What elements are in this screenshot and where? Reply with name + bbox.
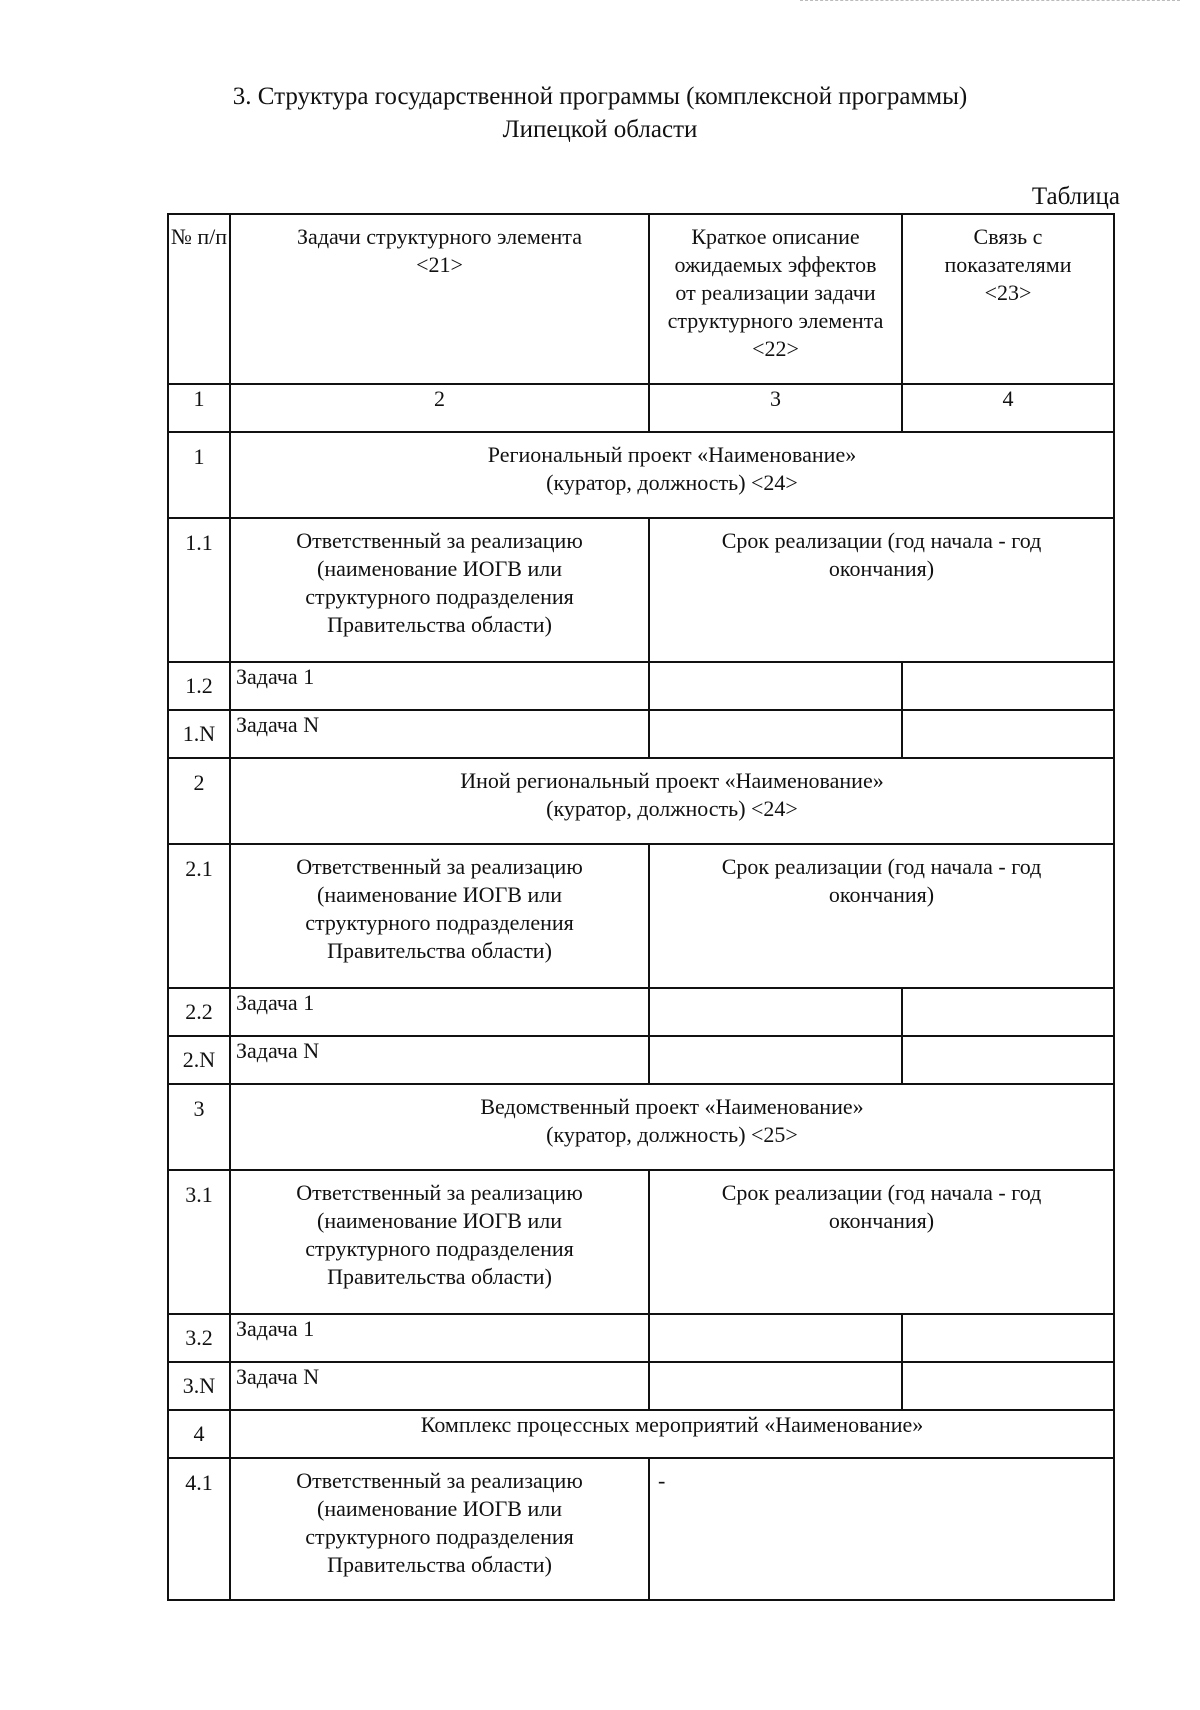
task-indicators-cell xyxy=(902,662,1114,710)
section-row xyxy=(168,758,1114,844)
header-effects-line-2: ожидаемых эффектов xyxy=(674,252,877,277)
responsible-line-1: Ответственный за реализацию xyxy=(296,528,583,553)
header-tasks-cell xyxy=(230,214,649,384)
task-number: 3.2 xyxy=(168,1314,230,1362)
section-row xyxy=(168,1410,1114,1458)
term-cell xyxy=(649,1170,1114,1314)
task-label: Задача N xyxy=(230,710,649,758)
task-label: Задача N xyxy=(230,1036,649,1084)
section-title-cell xyxy=(230,432,1114,518)
column-number-1: 1 xyxy=(168,384,230,432)
section-number: 2 xyxy=(168,758,230,844)
header-indicators-line-1: Связь с xyxy=(973,224,1043,249)
term-cell xyxy=(649,1458,1114,1600)
task-label: Задача 1 xyxy=(230,662,649,710)
responsible-number: 3.1 xyxy=(168,1170,230,1314)
section-curator: (куратор, должность) <24> xyxy=(546,796,798,821)
task-row xyxy=(168,1362,1114,1410)
responsible-cell xyxy=(230,518,649,662)
responsible-cell xyxy=(230,844,649,988)
column-number-4: 4 xyxy=(902,384,1114,432)
responsible-line-3: структурного подразделения xyxy=(305,584,574,609)
task-indicators-cell xyxy=(902,1036,1114,1084)
term-line-1: Срок реализации (год начала - год xyxy=(721,1180,1042,1205)
header-effects-line-5: <22> xyxy=(752,336,799,361)
term-line-1: Срок реализации (год начала - год xyxy=(721,854,1042,879)
task-effects-cell xyxy=(649,1314,902,1362)
task-number: 1.N xyxy=(168,710,230,758)
task-row xyxy=(168,1036,1114,1084)
term-cell xyxy=(649,518,1114,662)
section-title: Ведомственный проект «Наименование» xyxy=(480,1094,864,1119)
term-line-2: окончания) xyxy=(828,556,935,581)
task-number: 1.2 xyxy=(168,662,230,710)
task-row xyxy=(168,988,1114,1036)
task-label: Задача 1 xyxy=(230,1314,649,1362)
title-line-2: Липецкой области xyxy=(502,116,698,143)
header-number-label: № п/п xyxy=(170,224,228,249)
task-effects-cell xyxy=(649,988,902,1036)
responsible-row xyxy=(168,1458,1114,1600)
task-label: Задача N xyxy=(230,1362,649,1410)
section-curator: (куратор, должность) <24> xyxy=(546,470,798,495)
term-line-2: окончания) xyxy=(828,882,935,907)
header-indicators-cell xyxy=(902,214,1114,384)
section-number: 3 xyxy=(168,1084,230,1170)
task-effects-cell xyxy=(649,1362,902,1410)
task-effects-cell xyxy=(649,710,902,758)
section-title: Комплекс процессных мероприятий «Наименование» xyxy=(230,1410,1114,1458)
table-caption: Таблица xyxy=(1031,183,1120,210)
responsible-number: 1.1 xyxy=(168,518,230,662)
section-title-cell xyxy=(230,758,1114,844)
responsible-line-4: Правительства области) xyxy=(327,1264,552,1289)
responsible-line-4: Правительства области) xyxy=(327,1552,552,1577)
responsible-line-1: Ответственный за реализацию xyxy=(296,1180,583,1205)
task-effects-cell xyxy=(649,1036,902,1084)
header-tasks-line-2: <21> xyxy=(416,252,463,277)
term-line-2: окончания) xyxy=(828,1208,935,1233)
task-number: 3.N xyxy=(168,1362,230,1410)
responsible-line-3: структурного подразделения xyxy=(305,910,574,935)
section-title: Иной региональный проект «Наименование» xyxy=(460,768,884,793)
header-effects-line-3: от реализации задачи xyxy=(675,280,876,305)
task-row xyxy=(168,710,1114,758)
responsible-line-2: (наименование ИОГВ или xyxy=(317,882,562,907)
header-indicators-line-3: <23> xyxy=(984,280,1032,305)
responsible-line-2: (наименование ИОГВ или xyxy=(317,556,562,581)
task-row xyxy=(168,662,1114,710)
responsible-number: 4.1 xyxy=(168,1458,230,1600)
header-indicators-line-2: показателями xyxy=(944,252,1072,277)
task-indicators-cell xyxy=(902,710,1114,758)
task-indicators-cell xyxy=(902,988,1114,1036)
section-row xyxy=(168,432,1114,518)
responsible-line-3: структурного подразделения xyxy=(305,1524,574,1549)
section-title-cell xyxy=(230,1084,1114,1170)
responsible-line-1: Ответственный за реализацию xyxy=(296,1468,583,1493)
term-value: - xyxy=(658,1468,666,1493)
responsible-number: 2.1 xyxy=(168,844,230,988)
task-number: 2.2 xyxy=(168,988,230,1036)
section-title: Региональный проект «Наименование» xyxy=(487,442,857,467)
section-number: 4 xyxy=(168,1410,230,1458)
task-number: 2.N xyxy=(168,1036,230,1084)
responsible-line-3: структурного подразделения xyxy=(305,1236,574,1261)
responsible-line-4: Правительства области) xyxy=(327,938,552,963)
responsible-line-1: Ответственный за реализацию xyxy=(296,854,583,879)
task-effects-cell xyxy=(649,662,902,710)
responsible-line-4: Правительства области) xyxy=(327,612,552,637)
task-label: Задача 1 xyxy=(230,988,649,1036)
column-number-2: 2 xyxy=(230,384,649,432)
task-row xyxy=(168,1314,1114,1362)
task-indicators-cell xyxy=(902,1314,1114,1362)
responsible-row xyxy=(168,1170,1114,1314)
responsible-cell xyxy=(230,1458,649,1600)
document-title xyxy=(0,80,1200,146)
term-cell xyxy=(649,844,1114,988)
title-line-1: 3. Структура государственной программы (комплексной программы) xyxy=(232,83,968,110)
responsible-row xyxy=(168,844,1114,988)
scan-edge-mark xyxy=(800,0,1180,3)
header-effects-cell xyxy=(649,214,902,384)
responsible-row xyxy=(168,518,1114,662)
column-number-3: 3 xyxy=(649,384,902,432)
task-indicators-cell xyxy=(902,1362,1114,1410)
header-effects-line-4: структурного элемента xyxy=(667,308,884,333)
term-line-1: Срок реализации (год начала - год xyxy=(721,528,1042,553)
responsible-cell xyxy=(230,1170,649,1314)
header-tasks-line-1: Задачи структурного элемента xyxy=(297,224,582,249)
section-row xyxy=(168,1084,1114,1170)
header-effects-line-1: Краткое описание xyxy=(691,224,860,249)
column-number-row xyxy=(168,384,1114,432)
header-number-cell xyxy=(168,214,230,384)
structure-table xyxy=(167,213,1115,1601)
responsible-line-2: (наименование ИОГВ или xyxy=(317,1208,562,1233)
responsible-line-2: (наименование ИОГВ или xyxy=(317,1496,562,1521)
section-curator: (куратор, должность) <25> xyxy=(546,1122,798,1147)
section-number: 1 xyxy=(168,432,230,518)
header-row xyxy=(168,214,1114,384)
